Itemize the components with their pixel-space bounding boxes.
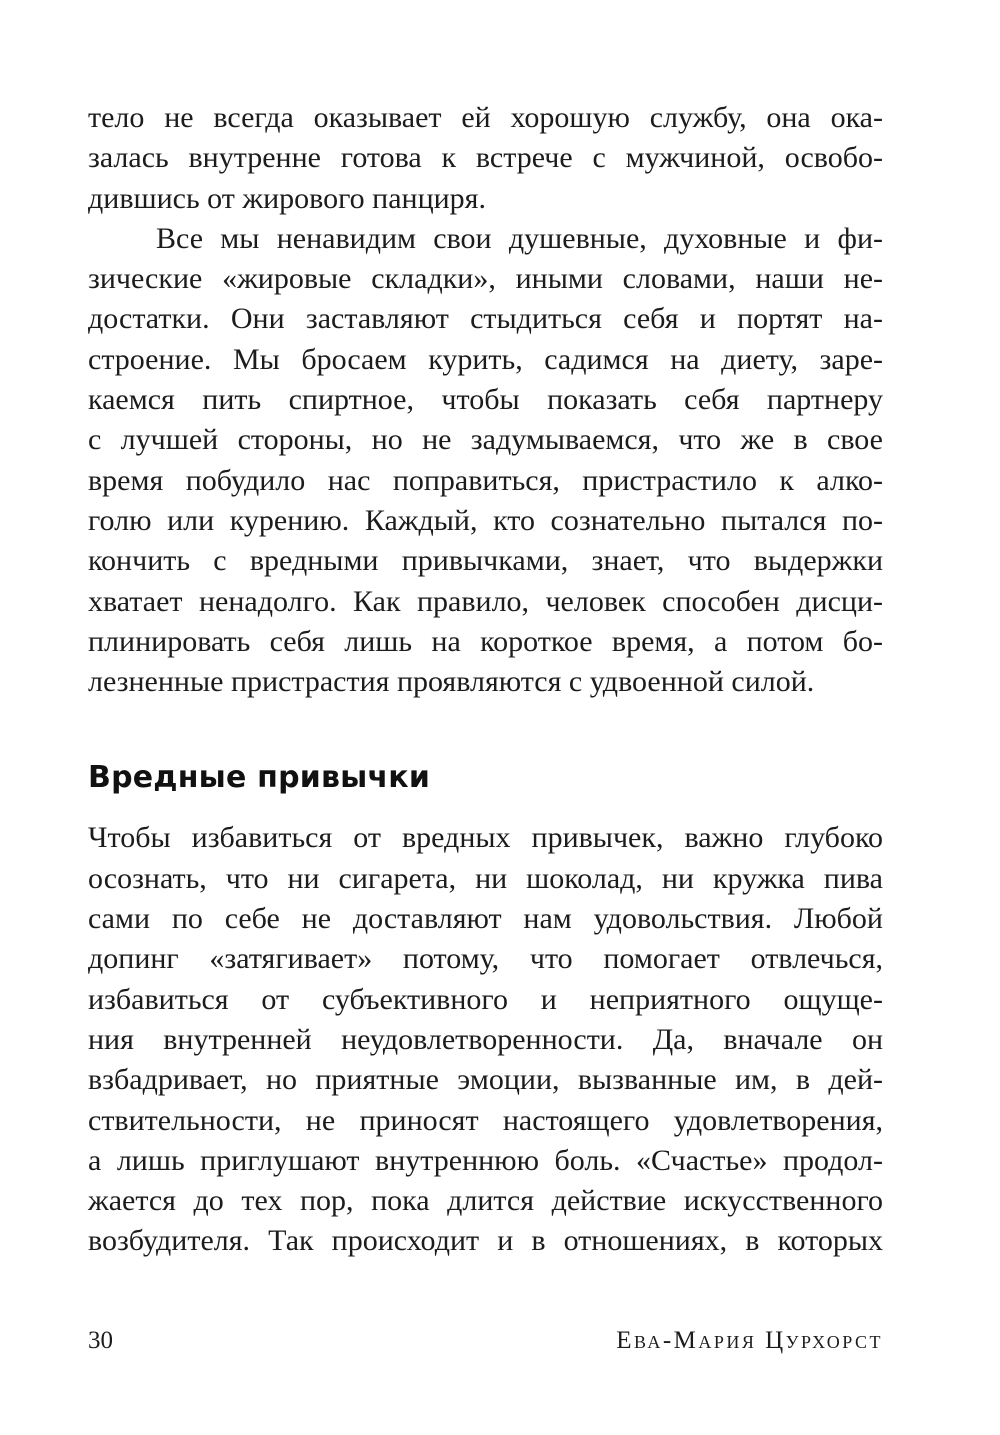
text-line: ния внутренней неудовлетворенности. Да, вначале он — [88, 1022, 883, 1056]
text-line: осознать, что ни сигарета, ни шоколад, ни кружка пива — [88, 861, 883, 895]
text-line: голю или курению. Каждый, кто сознательно пытался по- — [88, 503, 883, 537]
text-line: достатки. Они заставляют стыдиться себя и портят на- — [88, 302, 883, 336]
text-line: дившись от жирового панциря. — [88, 181, 486, 215]
text-line: залась внутренне готова к встрече с мужчиной, освобо- — [88, 141, 883, 175]
text-line: избавиться от субъективного и неприятного ощуще- — [88, 982, 883, 1016]
running-head-author: Ева-Мария Цурхорст — [616, 1327, 883, 1354]
text-line: Все мы ненавидим свои душевные, духовные и фи- — [156, 221, 883, 255]
text-line: каемся пить спиртное, чтобы показать себя партнеру — [88, 383, 883, 417]
text-line: жается до тех пор, пока длится действие искусственного — [88, 1184, 883, 1218]
text-line: ствительности, не приносят настоящего удовлетворения, — [88, 1103, 883, 1137]
paragraph-bad-habits — [88, 818, 883, 1261]
page-footer — [88, 1323, 883, 1359]
text-line: возбудителя. Так происходит и в отношениях, в которых — [88, 1224, 883, 1258]
paragraph-fat-folds — [88, 219, 883, 703]
text-line: хватает ненадолго. Как правило, человек способен дисци- — [88, 584, 883, 618]
text-line: кончить с вредными привычками, знает, что выдержки — [88, 544, 883, 578]
paragraph-intro-continued — [88, 98, 883, 219]
section-heading: Вредные привычки — [88, 760, 431, 796]
text-line: тело не всегда оказывает ей хорошую службу, она ока- — [88, 101, 883, 134]
text-line: Чтобы избавиться от вредных привычек, важно глубоко — [88, 821, 883, 855]
page-body — [88, 98, 883, 1262]
text-line: зические «жировые складки», иными словами, наши не- — [88, 262, 883, 296]
text-line: плинировать себя лишь на короткое время, а потом бо- — [88, 624, 883, 658]
text-line: допинг «затягивает» потому, что помогает отвлечься, — [88, 942, 883, 976]
text-line: лезненные пристрастия проявляются с удвоенной силой. — [88, 665, 815, 699]
text-line: сами по себе не доставляют нам удовольствия. Любой — [88, 902, 883, 936]
text-line: с лучшей стороны, но не задумываемся, что же в свое — [88, 423, 883, 457]
text-line: взбадривает, но приятные эмоции, вызванные им, в дей- — [88, 1063, 883, 1097]
spacer — [88, 800, 883, 818]
text-line: строение. Мы бросаем курить, садимся на диету, заре- — [88, 342, 883, 376]
text-line: а лишь приглушают внутреннюю боль. «Счастье» продол- — [88, 1143, 883, 1177]
page-number: 30 — [88, 1327, 113, 1354]
spacer — [88, 702, 883, 756]
text-line: время побудило нас поправиться, пристрастило к алко- — [88, 463, 883, 497]
